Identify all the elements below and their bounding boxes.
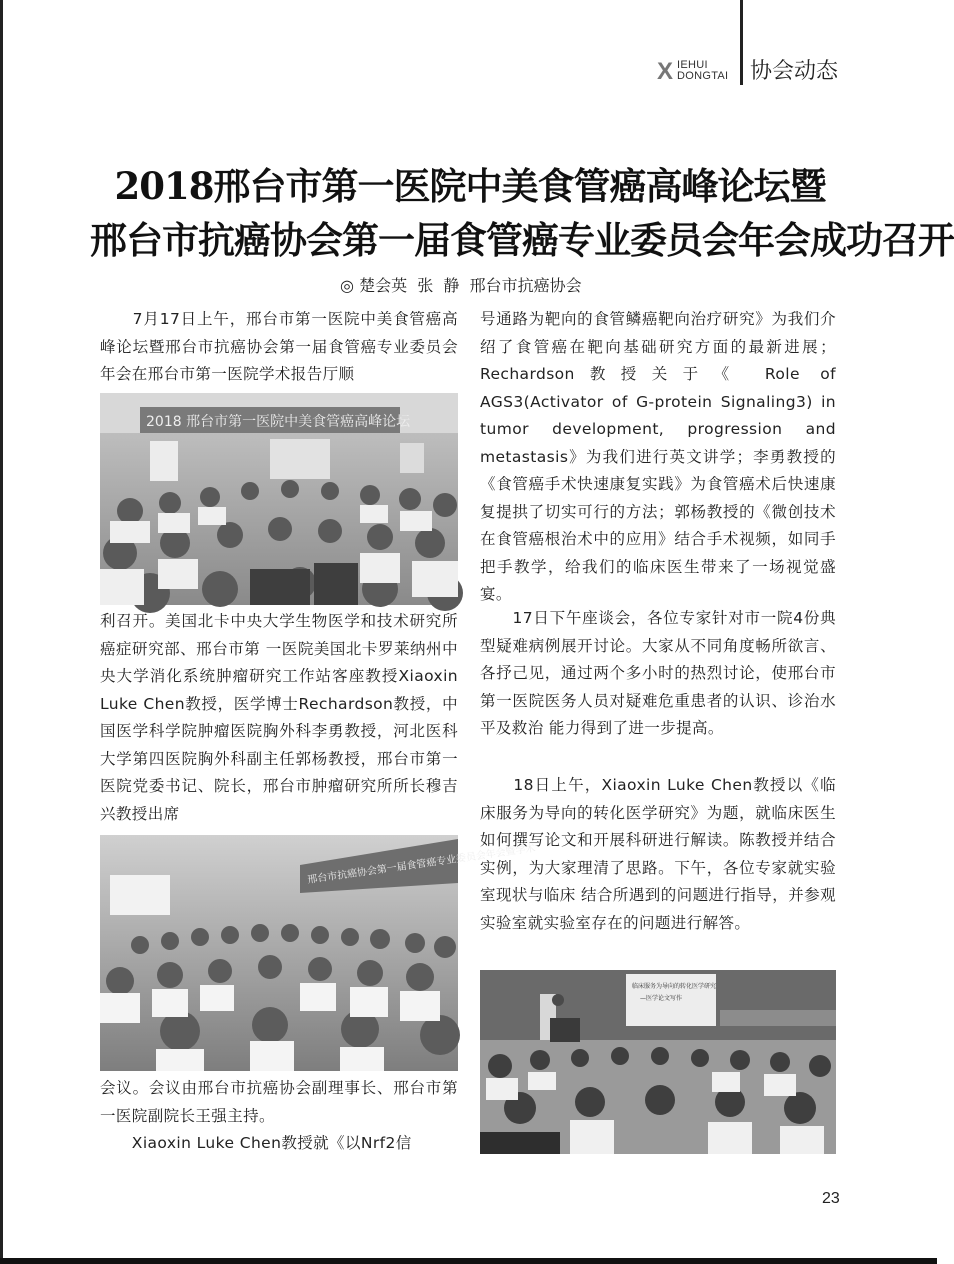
photo-conference-hall — [100, 393, 458, 605]
photo-meeting-audience — [100, 835, 537, 1071]
section-title: 协会动态 — [750, 59, 839, 84]
bottom-margin-rule — [0, 1258, 937, 1264]
article-title-line-2: 邢台市抗癌协会第一届食管癌专业委员会年会成功召开 — [90, 218, 954, 262]
left-paragraph-1: 7月17日上午，邢台市第一医院中美食管癌高峰论坛暨邢台市抗癌协会第一届食管癌专业委员会年会在邢台市第一医院学术报告厅顺 — [100, 310, 458, 383]
photo-meeting-audience-image — [100, 835, 537, 1071]
left-paragraph-2: 利召开。美国北卡中央大学生物医学和技术研究所癌症研究部、邢台市第 一医院美国北卡罗莱纳州中央大学消化系统肿瘤研究工作站客座教授Xiaoxin Luke Chen教授，医学博士Rechardson教授，中国医学科学院肿瘤医院胸外科李勇教授，河北医科大学第四医院胸外科副主任郭杨教授，邢台市第一医院党委书记、院长，邢台市肿瘤研究所所长穆吉兴教授出席 — [100, 612, 458, 823]
right-paragraph-3: 18日上午，Xiaoxin Luke Chen教授以《临床服务为导向的转化医学研究》为题，就临床医生如何撰写论文和开展科研进行解读。陈教授并结合实例，为大家理清了思路。下午，各位专家就实验室现状与临床 结合所遇到的问题进行指导，并参观实验室就实验室存在的问题进行解答。 — [480, 776, 836, 932]
photo3-screen-sub: —医学论文写作 — [640, 995, 683, 1002]
photo1-banner-text: 2018 邢台市第一医院中美食管癌高峰论坛 — [146, 414, 411, 430]
photo-lecture — [480, 970, 836, 1154]
article-title-line-1: 2018邢台市第一医院中美食管癌高峰论坛暨 — [114, 164, 826, 208]
logo-line-1: IEHUI — [677, 59, 708, 71]
left-paragraph-3: 会议。会议由邢台市抗癌协会副理事长、邢台市第一医院副院长王强主持。 — [100, 1079, 458, 1125]
photo2-banner-text: 邢台市抗癌协会第一届食管癌专业委员会年会暨学术 — [306, 843, 537, 886]
page-number: 23 — [822, 1190, 840, 1207]
right-paragraph-2: 17日下午座谈会，各位专家针对市一院4份典型疑难病例展开讨论。大家从不同角度畅所欲言、各抒己见，通过两个多小时的热烈讨论，使邢台市第一医院医务人员对疑难危重患者的认识、诊治水平及救治 能力得到了进一步提高。 — [480, 609, 836, 737]
right-paragraph-1: 号通路为靶向的食管鳞癌靶向治疗研究》为我们介绍了食管癌在靶向基础研究方面的最新进展；Rechardson教授关于《 Role of AGS3(Activator of G-protein Signaling3) in tumor development, progression and metastasis》为我们进行英文讲学；李勇教授的《食管癌手术快速康复实践》为食管癌术后快速康复提拱了切实可行的方法；郭杨教授的《微创技术在食管癌根治术中的应用》结合手术视频，如同手把手教学，给我们的临床医生带来了一场视觉盛宴。 — [480, 310, 836, 603]
header-divider — [740, 0, 743, 85]
byline-mark: ◎ — [340, 276, 354, 295]
section-logo — [657, 58, 737, 88]
logo-letter: X — [657, 58, 674, 85]
byline — [340, 274, 582, 298]
left-paragraph-4: Xiaoxin Luke Chen教授就《以Nrf2信 — [100, 1134, 412, 1152]
photo-lecture-image — [480, 970, 836, 1154]
photo-conference-hall-image — [100, 393, 458, 605]
byline-authors: 楚会英 张 静 邢台市抗癌协会 — [359, 276, 582, 295]
photo3-screen-title: 临床服务为导向的转化医学研究 — [632, 983, 717, 990]
logo-line-2: DONGTAI — [677, 70, 729, 82]
left-margin-rule — [0, 0, 3, 1264]
